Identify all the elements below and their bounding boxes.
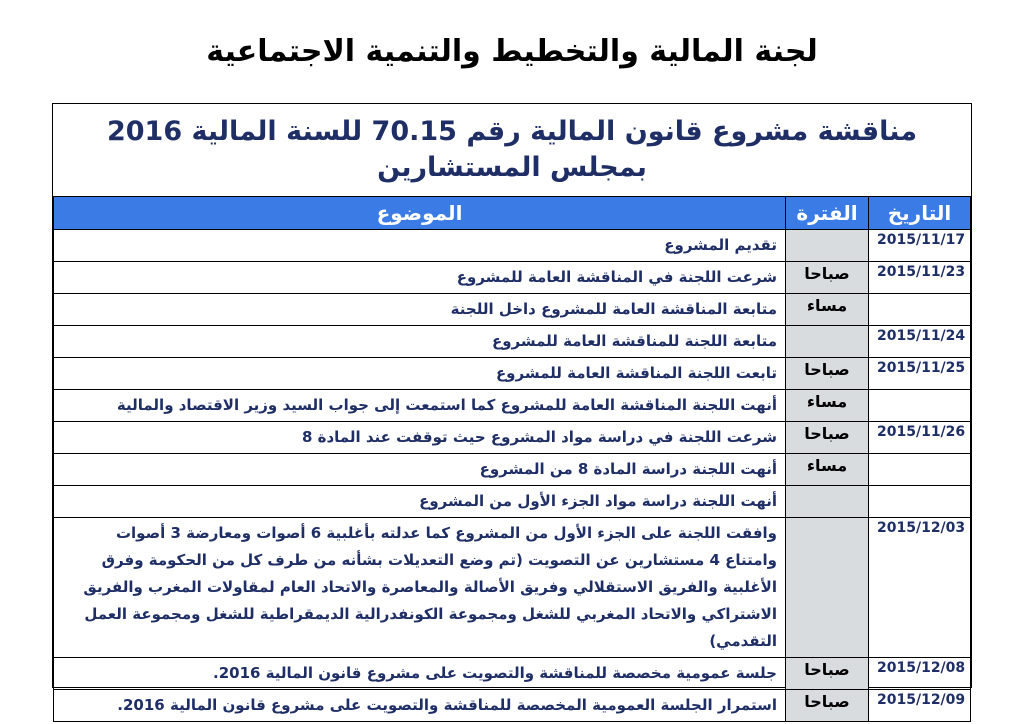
row-period: مساء [786,294,869,326]
row-topic: متابعة المناقشة العامة للمشروع داخل اللجنة [54,294,786,326]
row-period [786,230,869,262]
row-date: 2015/11/25 [869,358,971,390]
page-title: لجنة المالية والتخطيط والتنمية الاجتماعية [206,34,818,69]
row-topic: متابعة اللجنة للمناقشة العامة للمشروع [54,326,786,358]
row-topic: شرعت اللجنة في دراسة مواد المشروع حيث توقفت عند المادة 8 [54,422,786,454]
table-row [54,518,971,658]
row-date [869,486,971,518]
document-title-line-2: بمجلس المستشارين [377,152,647,183]
row-period [786,486,869,518]
table-row [54,326,971,358]
row-date [869,294,971,326]
schedule-table [53,196,971,722]
header-date: التاريخ [869,197,971,230]
table-row [54,486,971,518]
row-date: 2015/12/09 [869,690,971,722]
table-header-row [54,197,971,230]
table-row [54,262,971,294]
header-period: الفترة [786,197,869,230]
row-period: صباحا [786,690,869,722]
row-topic: شرعت اللجنة في المناقشة العامة للمشروع [54,262,786,294]
row-period: صباحا [786,658,869,690]
row-date [869,454,971,486]
header-topic: الموضوع [54,197,786,230]
document-title [53,104,971,196]
row-topic: أنهت اللجنة المناقشة العامة للمشروع كما استمعت إلى جواب السيد وزير الاقتصاد والمالية [54,390,786,422]
row-date: 2015/11/23 [869,262,971,294]
row-topic: تابعت اللجنة المناقشة العامة للمشروع [54,358,786,390]
row-topic: تقديم المشروع [54,230,786,262]
row-period [786,326,869,358]
table-row [54,390,971,422]
row-date [869,390,971,422]
row-date: 2015/12/03 [869,518,971,658]
row-period: مساء [786,390,869,422]
row-period: صباحا [786,422,869,454]
table-row [54,422,971,454]
row-date: 2015/11/24 [869,326,971,358]
row-topic: جلسة عمومية مخصصة للمناقشة والتصويت على مشروع قانون المالية 2016. [54,658,786,690]
table-row [54,658,971,690]
row-topic: أنهت اللجنة دراسة مواد الجزء الأول من المشروع [54,486,786,518]
document-frame [52,103,972,714]
table-row [54,454,971,486]
row-period: صباحا [786,358,869,390]
document-title-line-1: مناقشة مشروع قانون المالية رقم 70.15 للسنة المالية 2016 [106,116,918,147]
row-topic: أنهت اللجنة دراسة المادة 8 من المشروع [54,454,786,486]
row-topic: استمرار الجلسة العمومية المخصصة للمناقشة والتصويت على مشروع قانون المالية 2016. [54,690,786,722]
row-date: 2015/11/17 [869,230,971,262]
table-row [54,294,971,326]
table-row [54,230,971,262]
row-date: 2015/12/08 [869,658,971,690]
row-period: صباحا [786,262,869,294]
table-row [54,690,971,722]
row-date: 2015/11/26 [869,422,971,454]
row-topic: وافقت اللجنة على الجزء الأول من المشروع كما عدلته بأغلبية 6 أصوات ومعارضة 3 أصوات وامتناع 4 مستشارين عن التصويت (تم وضع التعديلات بشأنه من طرف كل من الحكومة وفرق الأغلبية والفريق الاستقلالي وفريق الأصالة والمعاصرة والاتحاد العام لمقاولات المغرب والفريق الاشتراكي والاتحاد المغربي للشغل ومجموعة الكونفدرالية الديمقراطية للشغل ومجموعة العمل التقدمي) [54,518,786,658]
row-period: مساء [786,454,869,486]
table-row [54,358,971,390]
row-period [786,518,869,658]
